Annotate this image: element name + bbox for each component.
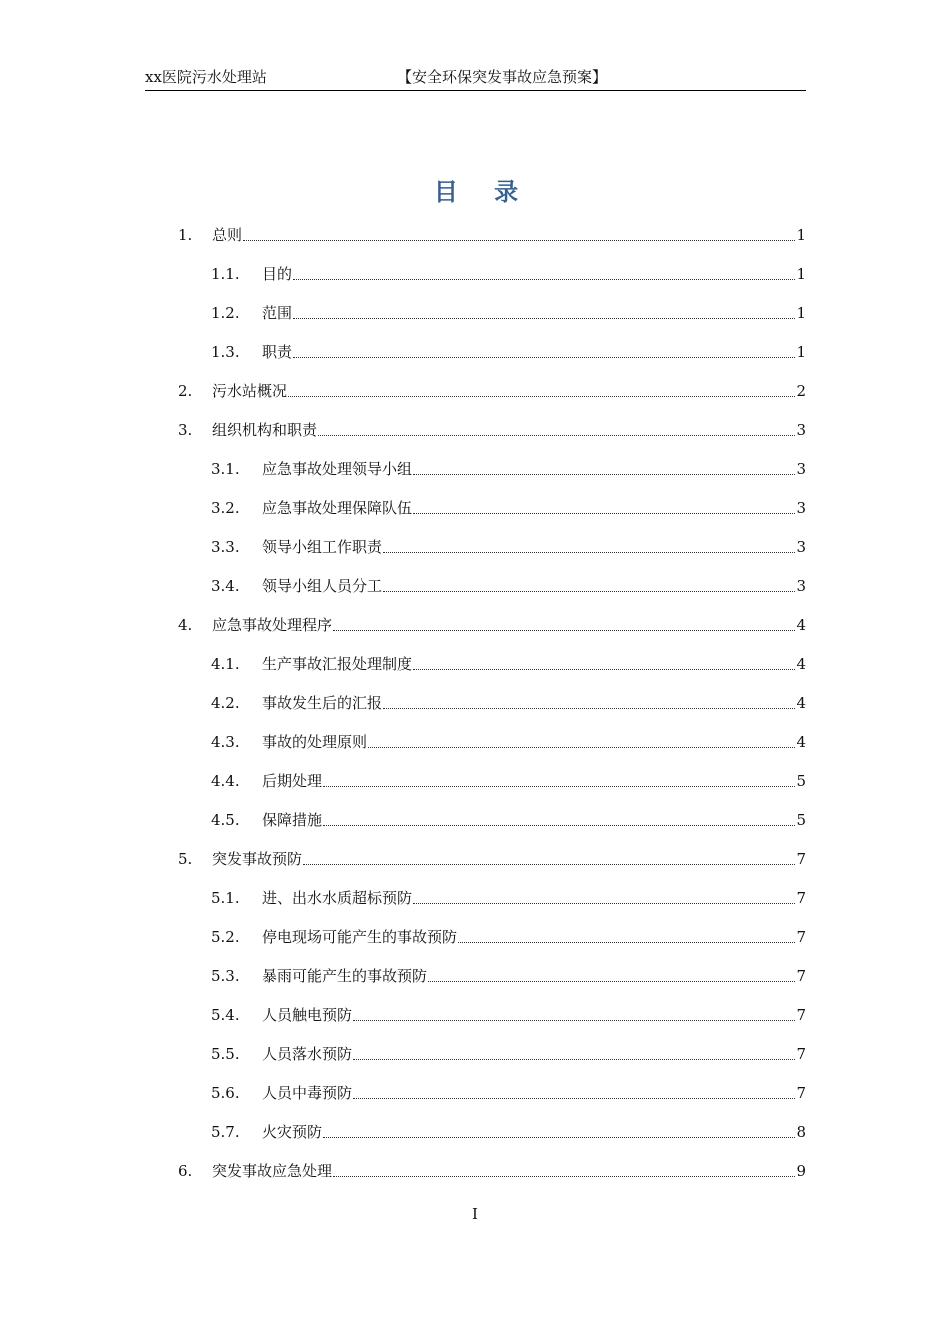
toc-entry-label: 领导小组人员分工 <box>262 577 383 595</box>
toc-entry-page: 3 <box>796 421 806 439</box>
toc-entry[interactable] <box>211 650 806 674</box>
toc-entry-page: 3 <box>796 577 806 595</box>
toc-entry-label: 进、出水水质超标预防 <box>262 889 413 907</box>
toc-entry-page: 5 <box>796 811 806 829</box>
toc-entry[interactable] <box>211 923 806 947</box>
toc-entry-label: 突发事故预防 <box>212 850 303 868</box>
toc-entry-page: 4 <box>796 694 806 712</box>
toc-entry-label: 人员中毒预防 <box>262 1084 353 1102</box>
toc-entry[interactable] <box>211 689 806 713</box>
toc-entry-page: 9 <box>796 1162 806 1180</box>
toc-entry-number: 5.5. <box>211 1045 240 1063</box>
toc-entry-page: 7 <box>796 1045 806 1063</box>
toc-entry-page: 7 <box>796 928 806 946</box>
toc-entry-number: 3. <box>178 421 193 439</box>
toc-entry-page: 4 <box>796 655 806 673</box>
toc-entry[interactable] <box>211 962 806 986</box>
toc-entry-label: 人员触电预防 <box>262 1006 353 1024</box>
toc-entry-label: 领导小组工作职责 <box>262 538 383 556</box>
toc-entry[interactable] <box>211 299 806 323</box>
toc-entry-page: 7 <box>796 1084 806 1102</box>
toc-entry-page: 2 <box>796 382 806 400</box>
toc-dot-leader <box>333 629 795 631</box>
toc-dot-leader <box>288 395 795 397</box>
toc-dot-leader <box>413 473 795 475</box>
toc-entry-number: 5. <box>178 850 193 868</box>
toc-dot-leader <box>458 941 795 943</box>
toc-entry-label: 事故发生后的汇报 <box>262 694 383 712</box>
toc-entry-label: 暴雨可能产生的事故预防 <box>262 967 428 985</box>
toc-entry-number: 5.4. <box>211 1006 240 1024</box>
toc-entry-label: 火灾预防 <box>262 1123 323 1141</box>
toc-dot-leader <box>353 1058 795 1060</box>
toc-dot-leader <box>428 980 795 982</box>
toc-dot-leader <box>293 278 795 280</box>
page-header <box>145 64 806 91</box>
toc-entry[interactable] <box>211 260 806 284</box>
toc-entry-label: 保障措施 <box>262 811 323 829</box>
toc-entry-number: 1. <box>178 226 193 244</box>
toc-entry-number: 3.1. <box>211 460 240 478</box>
toc-entry[interactable] <box>211 806 806 830</box>
toc-dot-leader <box>303 863 795 865</box>
toc-entry-number: 5.3. <box>211 967 240 985</box>
toc-entry-number: 1.1. <box>211 265 240 283</box>
toc-entry-number: 2. <box>178 382 193 400</box>
toc-entry[interactable] <box>178 611 806 635</box>
toc-entry-number: 3.2. <box>211 499 240 517</box>
toc-entry-label: 应急事故处理保障队伍 <box>262 499 413 517</box>
toc-entry-page: 7 <box>796 889 806 907</box>
toc-entry-page: 7 <box>796 850 806 868</box>
toc-dot-leader <box>323 824 795 826</box>
toc-dot-leader <box>383 551 795 553</box>
toc-entry[interactable] <box>211 1001 806 1025</box>
toc-entry-page: 3 <box>796 499 806 517</box>
toc-entry-label: 范围 <box>262 304 293 322</box>
toc-entry[interactable] <box>178 221 806 245</box>
toc-entry-number: 4.1. <box>211 655 240 673</box>
toc-dot-leader <box>383 590 795 592</box>
toc-entry-page: 1 <box>796 343 806 361</box>
toc-entry-label: 生产事故汇报处理制度 <box>262 655 413 673</box>
toc-dot-leader <box>413 902 795 904</box>
toc-entry-page: 1 <box>796 265 806 283</box>
toc-entry-number: 4. <box>178 616 193 634</box>
toc-entry[interactable] <box>211 455 806 479</box>
toc-entry-label: 后期处理 <box>262 772 323 790</box>
toc-entry-number: 6. <box>178 1162 193 1180</box>
toc-entry-number: 3.4. <box>211 577 240 595</box>
toc-entry-page: 1 <box>796 304 806 322</box>
toc-dot-leader <box>353 1097 795 1099</box>
toc-entry-page: 4 <box>796 733 806 751</box>
toc-dot-leader <box>293 317 795 319</box>
toc-entry[interactable] <box>211 1079 806 1103</box>
toc-entry-page: 3 <box>796 460 806 478</box>
toc-dot-leader <box>413 512 795 514</box>
toc-entry-label: 事故的处理原则 <box>262 733 368 751</box>
toc-entry[interactable] <box>178 377 806 401</box>
header-left-text: xx医院污水处理站 <box>145 68 267 86</box>
toc-entry-label: 污水站概况 <box>212 382 288 400</box>
toc-entry[interactable] <box>211 533 806 557</box>
toc-dot-leader <box>243 239 795 241</box>
toc-entry-label: 职责 <box>262 343 293 361</box>
toc-entry[interactable] <box>211 338 806 362</box>
toc-entry-page: 7 <box>796 1006 806 1024</box>
toc-entry-label: 突发事故应急处理 <box>212 1162 333 1180</box>
toc-entry-number: 1.2. <box>211 304 240 322</box>
toc-entry-page: 3 <box>796 538 806 556</box>
toc-entry[interactable] <box>211 884 806 908</box>
toc-dot-leader <box>368 746 795 748</box>
toc-entry[interactable] <box>211 728 806 752</box>
toc-entry-number: 5.1. <box>211 889 240 907</box>
toc-entry-number: 4.5. <box>211 811 240 829</box>
toc-entry[interactable] <box>211 494 806 518</box>
toc-entry[interactable] <box>178 416 806 440</box>
toc-entry[interactable] <box>211 767 806 791</box>
toc-entry-number: 4.2. <box>211 694 240 712</box>
toc-dot-leader <box>293 356 795 358</box>
toc-entry-label: 应急事故处理程序 <box>212 616 333 634</box>
toc-entry[interactable] <box>178 1157 806 1181</box>
toc-entry-number: 3.3. <box>211 538 240 556</box>
toc-entry-label: 目的 <box>262 265 293 283</box>
toc-dot-leader <box>413 668 795 670</box>
toc-dot-leader <box>353 1019 795 1021</box>
toc-entry-page: 8 <box>796 1123 806 1141</box>
toc-entry[interactable] <box>178 845 806 869</box>
toc-entry[interactable] <box>211 1040 806 1064</box>
toc-entry-number: 4.3. <box>211 733 240 751</box>
toc-entry-label: 人员落水预防 <box>262 1045 353 1063</box>
toc-entry-label: 总则 <box>212 226 243 244</box>
toc-entry[interactable] <box>211 1118 806 1142</box>
toc-dot-leader <box>383 707 795 709</box>
toc-entry-number: 5.7. <box>211 1123 240 1141</box>
toc-dot-leader <box>323 1136 795 1138</box>
toc-entry-number: 5.6. <box>211 1084 240 1102</box>
toc-entry-label: 组织机构和职责 <box>212 421 318 439</box>
toc-entry[interactable] <box>211 572 806 596</box>
header-right-text: 【安全环保突发事故应急预案】 <box>397 68 608 86</box>
toc-entry-number: 4.4. <box>211 772 240 790</box>
toc-dot-leader <box>323 785 795 787</box>
toc-entry-number: 5.2. <box>211 928 240 946</box>
toc-entry-page: 5 <box>796 772 806 790</box>
toc-entry-label: 停电现场可能产生的事故预防 <box>262 928 458 946</box>
toc-dot-leader <box>318 434 795 436</box>
toc-entry-page: 1 <box>796 226 806 244</box>
toc-dot-leader <box>333 1175 795 1177</box>
page-number: I <box>472 1205 478 1223</box>
toc-entry-label: 应急事故处理领导小组 <box>262 460 413 478</box>
page-title: 目 录 <box>433 177 533 206</box>
toc-entry-page: 7 <box>796 967 806 985</box>
toc-entry-number: 1.3. <box>211 343 240 361</box>
toc-entry-page: 4 <box>796 616 806 634</box>
